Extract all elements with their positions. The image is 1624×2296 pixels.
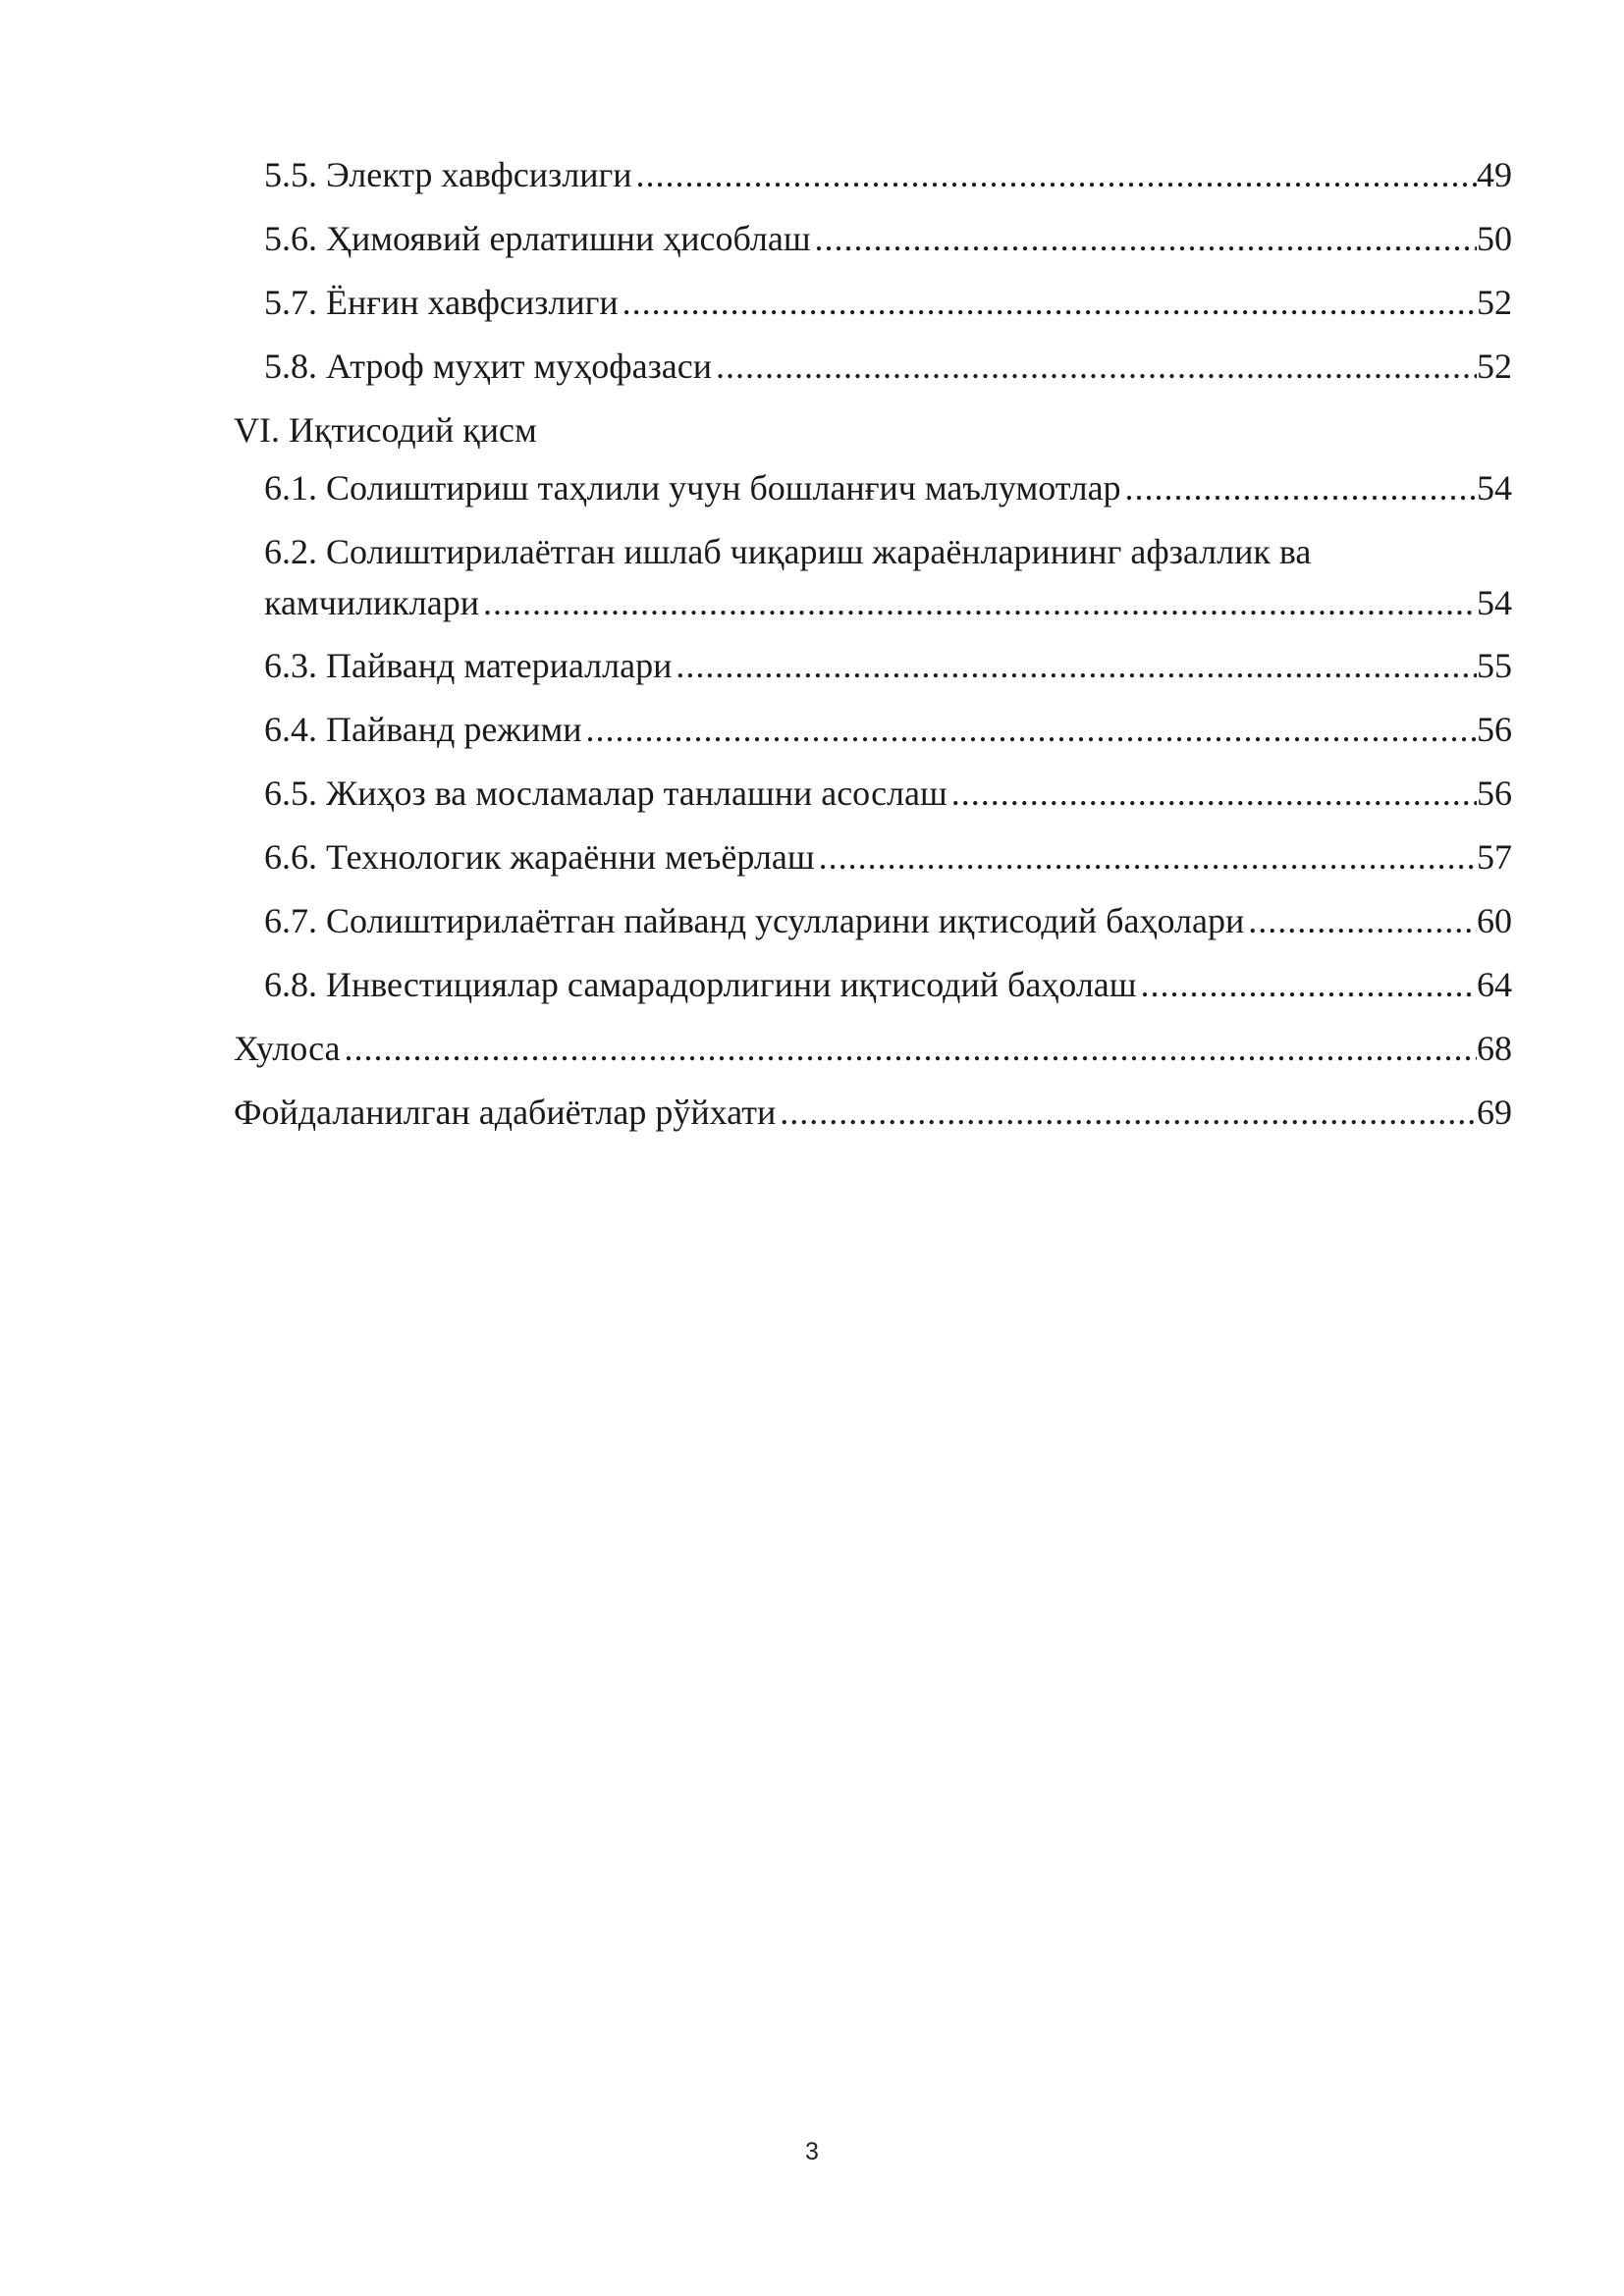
toc-entry-title-line1: 6.2. Солиштирилаётган ишлаб чиқариш жараёнларининг афзаллик ва bbox=[264, 532, 1312, 571]
toc-entry-title: 5.7. Ёнғин хавфсизлиги bbox=[264, 283, 619, 322]
toc-entry[interactable] bbox=[234, 959, 1512, 1010]
toc-entry-title: 6.1. Солиштириш таҳлили учун бошланғич маълумотлар bbox=[264, 468, 1121, 507]
toc-entry[interactable] bbox=[234, 704, 1512, 755]
dot-leader bbox=[1137, 959, 1478, 1010]
toc-page-number: 49 bbox=[1477, 155, 1512, 194]
toc-section-heading-text: VI. Иқтисодий қисм bbox=[234, 410, 537, 450]
dot-leader bbox=[712, 341, 1477, 392]
toc-entry[interactable] bbox=[234, 213, 1512, 264]
toc-entry[interactable] bbox=[234, 1023, 1512, 1074]
toc-entry-title: 6.7. Солиштирилаётган пайванд усулларини иқтисодий баҳолари bbox=[264, 901, 1245, 940]
toc-entry[interactable] bbox=[234, 640, 1512, 691]
dot-leader bbox=[776, 1087, 1477, 1138]
toc-page-number: 56 bbox=[1477, 774, 1512, 813]
toc-page-number: 52 bbox=[1477, 283, 1512, 322]
toc-entry-title: 6.6. Технологик жараённи меъёрлаш bbox=[264, 837, 815, 877]
toc-page-number: 69 bbox=[1477, 1093, 1512, 1132]
toc-entry-title: Хулоса bbox=[234, 1029, 341, 1068]
toc-entry[interactable] bbox=[234, 831, 1512, 882]
dot-leader bbox=[619, 277, 1477, 328]
dot-leader bbox=[1244, 895, 1477, 946]
table-of-contents bbox=[234, 149, 1512, 1150]
dot-leader bbox=[341, 1023, 1477, 1074]
toc-entry-title: 5.6. Ҳимоявий ерлатишни ҳисоблаш bbox=[264, 219, 811, 258]
toc-entry[interactable] bbox=[234, 462, 1512, 513]
toc-entry-title-line2: камчиликлари bbox=[264, 583, 480, 622]
toc-page-number: 56 bbox=[1477, 710, 1512, 749]
dot-leader bbox=[672, 640, 1477, 691]
dot-leader bbox=[582, 704, 1478, 755]
toc-page-number: 60 bbox=[1477, 901, 1512, 940]
toc-entry[interactable] bbox=[234, 341, 1512, 392]
toc-section-heading[interactable] bbox=[234, 404, 1512, 455]
toc-entry[interactable] bbox=[234, 895, 1512, 946]
toc-entry[interactable] bbox=[234, 526, 1512, 628]
toc-entry-title: 6.5. Жиҳоз ва мосламалар танлашни асослаш bbox=[264, 774, 947, 813]
toc-page-number: 54 bbox=[1477, 583, 1512, 622]
toc-page-number: 52 bbox=[1477, 347, 1512, 386]
toc-entry[interactable] bbox=[234, 768, 1512, 819]
toc-entry-title: 5.5. Электр хавфсизлиги bbox=[264, 155, 632, 194]
dot-leader bbox=[947, 768, 1477, 819]
dot-leader bbox=[811, 213, 1477, 264]
dot-leader bbox=[1121, 462, 1477, 513]
toc-page-number: 68 bbox=[1477, 1029, 1512, 1068]
toc-entry-title: 6.8. Инвестициялар самарадорлигини иқтисодий баҳолаш bbox=[264, 965, 1137, 1004]
toc-page-number: 54 bbox=[1477, 468, 1512, 507]
toc-entry[interactable] bbox=[234, 277, 1512, 328]
toc-page-number: 50 bbox=[1477, 219, 1512, 258]
dot-leader bbox=[632, 149, 1477, 200]
toc-entry[interactable] bbox=[234, 1087, 1512, 1138]
toc-page-number: 55 bbox=[1477, 646, 1512, 685]
toc-entry-title: 6.3. Пайванд материаллари bbox=[264, 646, 673, 685]
toc-page-number: 57 bbox=[1477, 837, 1512, 877]
dot-leader bbox=[479, 577, 1477, 628]
toc-entry[interactable] bbox=[234, 149, 1512, 200]
toc-entry-title: 5.8. Атроф муҳит муҳофазаси bbox=[264, 347, 713, 386]
toc-page-number: 64 bbox=[1477, 965, 1512, 1004]
toc-entry-title: Фойдаланилган адабиётлар рўйхати bbox=[234, 1093, 777, 1132]
toc-entry-title: 6.4. Пайванд режими bbox=[264, 710, 582, 749]
page-footer-number: 3 bbox=[805, 2138, 819, 2165]
dot-leader bbox=[815, 831, 1477, 882]
